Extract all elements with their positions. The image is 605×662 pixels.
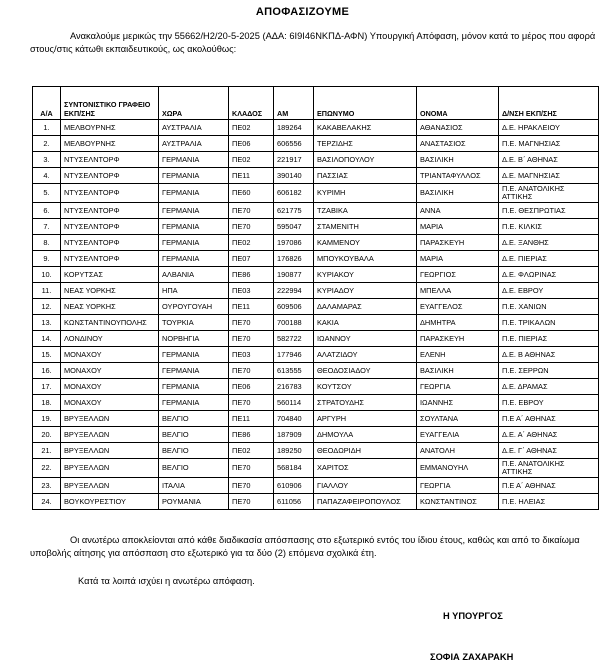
cell-am: 595047 [274, 219, 314, 235]
cell-aa: 19. [33, 411, 61, 427]
cell-name: ΑΝΝΑ [417, 203, 499, 219]
cell-name: ΠΑΡΑΣΚΕΥΗ [417, 235, 499, 251]
cell-aa: 22. [33, 459, 61, 478]
cell-office: ΝΤΥΣΕΛΝΤΟΡΦ [61, 152, 159, 168]
cell-aa: 10. [33, 267, 61, 283]
cell-am: 704840 [274, 411, 314, 427]
cell-directorate: Π.Ε. ΚΙΛΚΙΣ [499, 219, 599, 235]
cell-country: ΓΕΡΜΑΝΙΑ [159, 152, 229, 168]
cell-office: ΝΕΑΣ ΥΟΡΚΗΣ [61, 283, 159, 299]
cell-aa: 6. [33, 203, 61, 219]
cell-country: ΙΤΑΛΙΑ [159, 478, 229, 494]
cell-am: 197086 [274, 235, 314, 251]
cell-branch: ΠΕ02 [229, 152, 274, 168]
cell-country: ΓΕΡΜΑΝΙΑ [159, 184, 229, 203]
document-heading: ΑΠΟΦΑΣΙΖΟΥΜΕ [255, 6, 350, 18]
cell-branch: ΠΕ70 [229, 478, 274, 494]
cell-aa: 18. [33, 395, 61, 411]
cell-directorate: Π.Ε Α΄ ΑΘΗΝΑΣ [499, 478, 599, 494]
cell-name: ΜΠΕΛΛΑ [417, 283, 499, 299]
cell-name: ΣΟΥΛΤΑΝΑ [417, 411, 499, 427]
cell-aa: 20. [33, 427, 61, 443]
intro-paragraph [30, 30, 600, 55]
cell-country: ΓΕΡΜΑΝΙΑ [159, 168, 229, 184]
cell-aa: 21. [33, 443, 61, 459]
table-row [33, 267, 599, 283]
cell-country: ΑΛΒΑΝΙΑ [159, 267, 229, 283]
cell-branch: ΠΕ70 [229, 203, 274, 219]
cell-aa: 2. [33, 136, 61, 152]
cell-name: ΕΛΕΝΗ [417, 347, 499, 363]
cell-office: ΒΟΥΚΟΥΡΕΣΤΙΟΥ [61, 494, 159, 510]
cell-am: 177946 [274, 347, 314, 363]
cell-surname: ΚΑΚΑΒΕΛΑΚΗΣ [314, 120, 417, 136]
cell-directorate: Π.Ε. ΕΒΡΟΥ [499, 395, 599, 411]
cell-branch: ΠΕ86 [229, 267, 274, 283]
cell-surname: ΤΕΡΖΙΔΗΣ [314, 136, 417, 152]
cell-office: ΒΡΥΞΕΛΛΩΝ [61, 478, 159, 494]
table-row [33, 494, 599, 510]
cell-branch: ΠΕ60 [229, 184, 274, 203]
cell-branch: ΠΕ70 [229, 363, 274, 379]
cell-surname: ΠΑΠΑΖΑΦΕΙΡΟΠΟΥΛΟΣ [314, 494, 417, 510]
header-cell-aa: Α/Α [33, 87, 61, 120]
cell-office: ΚΩΝΣΤΑΝΤΙΝΟΥΠΟΛΗΣ [61, 315, 159, 331]
cell-directorate: Δ.Ε. ΜΑΓΝΗΣΙΑΣ [499, 168, 599, 184]
intro-text: Ανακαλούμε μερικώς την 55662/Η2/20-5-2025 (ΑΔΑ: 6Ι9Ι46ΝΚΠΔ-ΑΦΝ) Υπουργική Απόφαση, μόνον κατά το μέρος που αφορά στους/στις κάτωθι εκπαιδευτικούς, ως ακολούθως: [30, 31, 596, 54]
cell-surname: ΣΤΑΜΕΝΙΤΗ [314, 219, 417, 235]
cell-am: 390140 [274, 168, 314, 184]
cell-directorate: Π.Ε. ΤΡΙΚΑΛΩΝ [499, 315, 599, 331]
cell-branch: ΠΕ86 [229, 427, 274, 443]
cell-am: 568184 [274, 459, 314, 478]
cell-country: ΤΟΥΡΚΙΑ [159, 315, 229, 331]
cell-am: 610906 [274, 478, 314, 494]
cell-office: ΝΕΑΣ ΥΟΡΚΗΣ [61, 299, 159, 315]
cell-directorate: Δ.Ε. Α΄ ΑΘΗΝΑΣ [499, 427, 599, 443]
table-row [33, 395, 599, 411]
table-row [33, 168, 599, 184]
teachers-table [32, 86, 599, 510]
table-row [33, 459, 599, 478]
cell-branch: ΠΕ11 [229, 168, 274, 184]
cell-aa: 24. [33, 494, 61, 510]
cell-surname: ΘΕΟΔΩΡΙΔΗ [314, 443, 417, 459]
cell-directorate: Π.Ε. ΣΕΡΡΩΝ [499, 363, 599, 379]
cell-am: 621775 [274, 203, 314, 219]
cell-aa: 17. [33, 379, 61, 395]
cell-office: ΝΤΥΣΕΛΝΤΟΡΦ [61, 235, 159, 251]
cell-office: ΚΟΡΥΤΣΑΣ [61, 267, 159, 283]
cell-directorate: Δ.Ε. Γ΄ ΑΘΗΝΑΣ [499, 443, 599, 459]
cell-name: ΔΗΜΗΤΡΑ [417, 315, 499, 331]
cell-aa: 4. [33, 168, 61, 184]
table-row [33, 331, 599, 347]
cell-office: ΝΤΥΣΕΛΝΤΟΡΦ [61, 168, 159, 184]
table-row [33, 411, 599, 427]
cell-surname: ΠΑΣΣΙΑΣ [314, 168, 417, 184]
table-row [33, 152, 599, 168]
signer-title: Η ΥΠΟΥΡΓΟΣ [443, 611, 503, 621]
cell-branch: ΠΕ06 [229, 136, 274, 152]
cell-country: ΓΕΡΜΑΝΙΑ [159, 363, 229, 379]
cell-office: ΜΟΝΑΧΟΥ [61, 395, 159, 411]
table-row [33, 251, 599, 267]
cell-directorate: Π.Ε. ΠΙΕΡΙΑΣ [499, 331, 599, 347]
header-cell-country: ΧΩΡΑ [159, 87, 229, 120]
cell-am: 221917 [274, 152, 314, 168]
cell-am: 222994 [274, 283, 314, 299]
cell-name: ΙΩΑΝΝΗΣ [417, 395, 499, 411]
cell-office: ΝΤΥΣΕΛΝΤΟΡΦ [61, 203, 159, 219]
cell-name: ΕΥΑΓΓΕΛΙΑ [417, 427, 499, 443]
cell-directorate: Δ.Ε. ΕΒΡΟΥ [499, 283, 599, 299]
cell-surname: ΔΑΛΑΜΑΡΑΣ [314, 299, 417, 315]
cell-branch: ΠΕ11 [229, 299, 274, 315]
cell-branch: ΠΕ70 [229, 395, 274, 411]
table-row [33, 315, 599, 331]
cell-surname: ΑΡΓΥΡΗ [314, 411, 417, 427]
cell-surname: ΚΟΥΤΣΟΥ [314, 379, 417, 395]
cell-office: ΒΡΥΞΕΛΛΩΝ [61, 459, 159, 478]
cell-am: 606182 [274, 184, 314, 203]
cell-surname: ΜΠΟΥΚΟΥΒΑΛΑ [314, 251, 417, 267]
header-cell-surname: ΕΠΩΝΥΜΟ [314, 87, 417, 120]
cell-branch: ΠΕ02 [229, 443, 274, 459]
cell-office: ΛΟΝΔΙΝΟΥ [61, 331, 159, 347]
cell-aa: 3. [33, 152, 61, 168]
cell-country: ΟΥΡΟΥΓΟΥΑΗ [159, 299, 229, 315]
cell-country: ΒΕΛΓΙΟ [159, 427, 229, 443]
header-cell-directorate: Δ/ΝΣΗ ΕΚΠ/ΣΗΣ [499, 87, 599, 120]
cell-surname: ΚΥΡΙΑΔΟΥ [314, 283, 417, 299]
cell-aa: 5. [33, 184, 61, 203]
table-body [33, 120, 599, 510]
cell-country: ΓΕΡΜΑΝΙΑ [159, 203, 229, 219]
cell-office: ΒΡΥΞΕΛΛΩΝ [61, 427, 159, 443]
table-header-row [33, 87, 599, 120]
cell-surname: ΚΑΜΜΕΝΟΥ [314, 235, 417, 251]
cell-country: ΓΕΡΜΑΝΙΑ [159, 395, 229, 411]
cell-branch: ΠΕ03 [229, 283, 274, 299]
cell-country: ΒΕΛΓΙΟ [159, 411, 229, 427]
cell-country: ΑΥΣΤΡΑΛΙΑ [159, 120, 229, 136]
table-row [33, 219, 599, 235]
cell-surname: ΣΤΡΑΤΟΥΔΗΣ [314, 395, 417, 411]
cell-aa: 16. [33, 363, 61, 379]
cell-directorate: Δ.Ε. ΔΡΑΜΑΣ [499, 379, 599, 395]
cell-surname: ΚΑΚΙΑ [314, 315, 417, 331]
cell-name: ΕΜΜΑΝΟΥΗΛ [417, 459, 499, 478]
header-cell-am: ΑΜ [274, 87, 314, 120]
cell-name: ΒΑΣΙΛΙΚΗ [417, 184, 499, 203]
table-row [33, 136, 599, 152]
cell-office: ΜΟΝΑΧΟΥ [61, 379, 159, 395]
cell-name: ΜΑΡΙΑ [417, 219, 499, 235]
cell-directorate: Π.Ε Α΄ ΑΘΗΝΑΣ [499, 411, 599, 427]
cell-name: ΓΕΩΡΓΙΑ [417, 379, 499, 395]
cell-surname: ΤΖΑΒΙΚΑ [314, 203, 417, 219]
table-row [33, 203, 599, 219]
cell-aa: 1. [33, 120, 61, 136]
table-row [33, 184, 599, 203]
cell-branch: ΠΕ70 [229, 219, 274, 235]
cell-directorate: Δ.Ε. ΠΙΕΡΙΑΣ [499, 251, 599, 267]
cell-aa: 8. [33, 235, 61, 251]
cell-directorate: Π.Ε. ΑΝΑΤΟΛΙΚΗΣ ΑΤΤΙΚΗΣ [499, 459, 599, 478]
exclusion-note: Οι ανωτέρω αποκλείονται από κάθε διαδικασία απόσπασης στο εξωτερικό εντός του ίδιου έτους, καθώς και από το δικαίωμα υποβολής αίτησης για απόσπαση στο εξωτερικό για τα δύο (2) επόμενα σχολικά έτη. [30, 535, 580, 558]
cell-directorate: Π.Ε. ΘΕΣΠΡΩΤΙΑΣ [499, 203, 599, 219]
cell-name: ΑΘΑΝΑΣΙΟΣ [417, 120, 499, 136]
cell-branch: ΠΕ70 [229, 331, 274, 347]
cell-surname: ΓΙΑΛΛΟΥ [314, 478, 417, 494]
cell-surname: ΔΗΜΟΥΛΑ [314, 427, 417, 443]
cell-name: ΤΡΙΑΝΤΑΦΥΛΛΟΣ [417, 168, 499, 184]
cell-name: ΓΕΩΡΓΙΑ [417, 478, 499, 494]
cell-am: 190877 [274, 267, 314, 283]
cell-branch: ΠΕ02 [229, 235, 274, 251]
cell-directorate: Δ.Ε. Β ΑΘΗΝΑΣ [499, 347, 599, 363]
cell-name: ΑΝΑΣΤΑΣΙΟΣ [417, 136, 499, 152]
cell-branch: ΠΕ70 [229, 315, 274, 331]
signer-name: ΣΟΦΙΑ ΖΑΧΑΡΑΚΗ [430, 652, 514, 662]
cell-name: ΑΝΑΤΟΛΗ [417, 443, 499, 459]
cell-branch: ΠΕ11 [229, 411, 274, 427]
cell-aa: 12. [33, 299, 61, 315]
cell-surname: ΙΩΑΝΝΟΥ [314, 331, 417, 347]
cell-directorate: Π.Ε. ΗΛΕΙΑΣ [499, 494, 599, 510]
cell-surname: ΒΑΣΙΛΟΠΟΥΛΟΥ [314, 152, 417, 168]
header-cell-name: ΟΝΟΜΑ [417, 87, 499, 120]
cell-aa: 7. [33, 219, 61, 235]
cell-am: 613555 [274, 363, 314, 379]
cell-office: ΜΕΛΒΟΥΡΝΗΣ [61, 136, 159, 152]
cell-name: ΠΑΡΑΣΚΕΥΗ [417, 331, 499, 347]
cell-am: 609506 [274, 299, 314, 315]
cell-directorate: Π.Ε. ΧΑΝΙΩΝ [499, 299, 599, 315]
cell-office: ΜΟΝΑΧΟΥ [61, 347, 159, 363]
cell-am: 611056 [274, 494, 314, 510]
cell-country: ΓΕΡΜΑΝΙΑ [159, 251, 229, 267]
cell-name: ΓΕΩΡΓΙΟΣ [417, 267, 499, 283]
cell-country: ΒΕΛΓΙΟ [159, 443, 229, 459]
cell-office: ΝΤΥΣΕΛΝΤΟΡΦ [61, 251, 159, 267]
cell-office: ΝΤΥΣΕΛΝΤΟΡΦ [61, 219, 159, 235]
cell-surname: ΘΕΟΔΟΣΙΑΔΟΥ [314, 363, 417, 379]
cell-country: ΗΠΑ [159, 283, 229, 299]
cell-office: ΒΡΥΞΕΛΛΩΝ [61, 411, 159, 427]
cell-branch: ΠΕ70 [229, 459, 274, 478]
cell-am: 176826 [274, 251, 314, 267]
cell-name: ΚΩΝΣΤΑΝΤΙΝΟΣ [417, 494, 499, 510]
cell-directorate: Π.Ε. ΑΝΑΤΟΛΙΚΗΣ ΑΤΤΙΚΗΣ [499, 184, 599, 203]
cell-aa: 9. [33, 251, 61, 267]
table-row [33, 299, 599, 315]
cell-name: ΜΑΡΙΑ [417, 251, 499, 267]
cell-country: ΓΕΡΜΑΝΙΑ [159, 347, 229, 363]
cell-am: 216783 [274, 379, 314, 395]
table-row [33, 120, 599, 136]
cell-directorate: Δ.Ε. Β΄ ΑΘΗΝΑΣ [499, 152, 599, 168]
cell-surname: ΚΥΡΙΜΗ [314, 184, 417, 203]
cell-name: ΒΑΣΙΛΙΚΗ [417, 363, 499, 379]
cell-office: ΜΟΝΑΧΟΥ [61, 363, 159, 379]
cell-country: ΡΟΥΜΑΝΙΑ [159, 494, 229, 510]
table-row [33, 478, 599, 494]
cell-office: ΜΕΛΒΟΥΡΝΗΣ [61, 120, 159, 136]
cell-am: 560114 [274, 395, 314, 411]
cell-am: 189250 [274, 443, 314, 459]
cell-country: ΑΥΣΤΡΑΛΙΑ [159, 136, 229, 152]
cell-surname: ΑΛΑΤΖΙΔΟΥ [314, 347, 417, 363]
cell-surname: ΚΥΡΙΑΚΟΥ [314, 267, 417, 283]
table-row [33, 443, 599, 459]
cell-country: ΓΕΡΜΑΝΙΑ [159, 379, 229, 395]
table-row [33, 283, 599, 299]
cell-aa: 23. [33, 478, 61, 494]
cell-surname: ΧΑΡΙΤΟΣ [314, 459, 417, 478]
table-row [33, 235, 599, 251]
cell-am: 700188 [274, 315, 314, 331]
cell-branch: ΠΕ07 [229, 251, 274, 267]
cell-branch: ΠΕ02 [229, 120, 274, 136]
cell-am: 582722 [274, 331, 314, 347]
cell-am: 606556 [274, 136, 314, 152]
cell-country: ΝΟΡΒΗΓΙΑ [159, 331, 229, 347]
cell-office: ΒΡΥΞΕΛΛΩΝ [61, 443, 159, 459]
cell-country: ΓΕΡΜΑΝΙΑ [159, 219, 229, 235]
table-row [33, 363, 599, 379]
cell-directorate: Π.Ε. ΜΑΓΝΗΣΙΑΣ [499, 136, 599, 152]
header-cell-branch: ΚΛΑΔΟΣ [229, 87, 274, 120]
cell-name: ΒΑΣΙΛΙΚΗ [417, 152, 499, 168]
cell-am: 187909 [274, 427, 314, 443]
remaining-valid-text: Κατά τα λοιπά ισχύει η ανωτέρω απόφαση. [78, 576, 255, 586]
cell-aa: 13. [33, 315, 61, 331]
cell-aa: 11. [33, 283, 61, 299]
cell-aa: 14. [33, 331, 61, 347]
cell-directorate: Δ.Ε. ΦΛΩΡΙΝΑΣ [499, 267, 599, 283]
cell-directorate: Δ.Ε. ΞΑΝΘΗΣ [499, 235, 599, 251]
cell-am: 189264 [274, 120, 314, 136]
cell-branch: ΠΕ06 [229, 379, 274, 395]
cell-country: ΒΕΛΓΙΟ [159, 459, 229, 478]
table-row [33, 379, 599, 395]
cell-branch: ΠΕ03 [229, 347, 274, 363]
header-cell-office: ΣΥΝΤΟΝΙΣΤΙΚΟ ΓΡΑΦΕΙΟ ΕΚΠ/ΣΗΣ [61, 87, 159, 120]
cell-branch: ΠΕ70 [229, 494, 274, 510]
cell-office: ΝΤΥΣΕΛΝΤΟΡΦ [61, 184, 159, 203]
cell-aa: 15. [33, 347, 61, 363]
table-row [33, 347, 599, 363]
cell-name: ΕΥΑΓΓΕΛΟΣ [417, 299, 499, 315]
cell-country: ΓΕΡΜΑΝΙΑ [159, 235, 229, 251]
cell-directorate: Δ.Ε. ΗΡΑΚΛΕΙΟΥ [499, 120, 599, 136]
table-row [33, 427, 599, 443]
